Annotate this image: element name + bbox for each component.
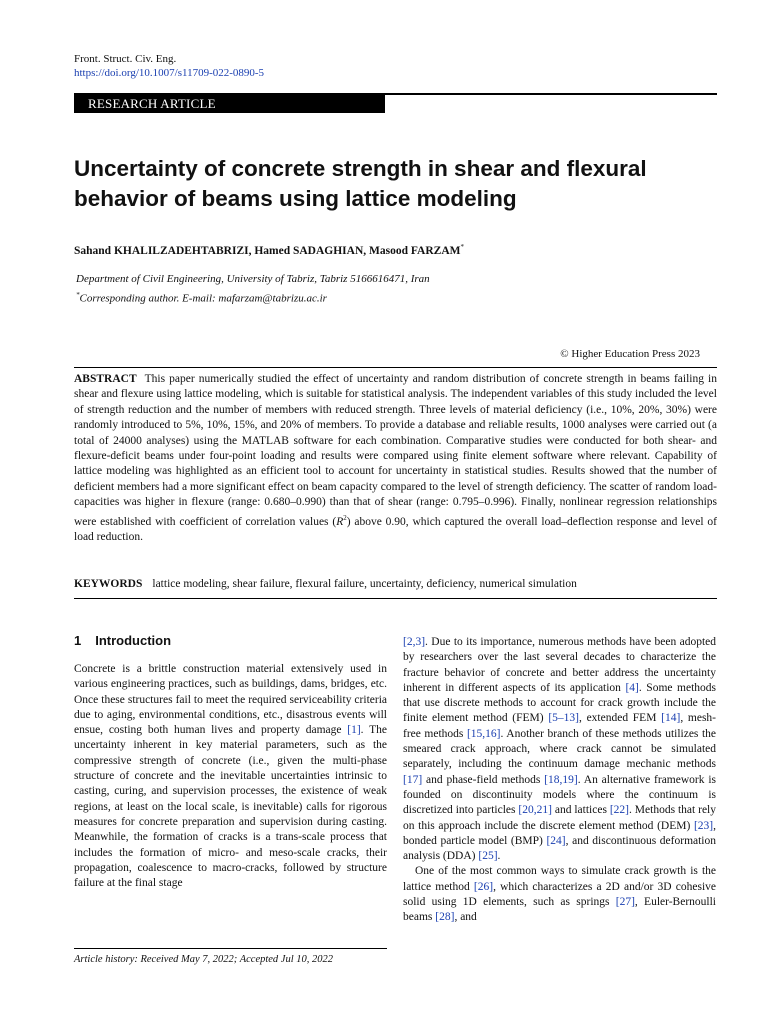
article-history: Article history: Received May 7, 2022; Accepted Jul 10, 2022 bbox=[74, 954, 334, 965]
body-text: . The uncertainty inherent in key material parameters, such as the compressive strength of concrete (i.e., given the multi-phase structure of concrete and the inevitable uncertainties intrinsic to casting, curing, and supervision processes, the existence of weak regions, at least on the local scale, is inevitable) calls for rigorous measures for concrete preparation and supervision during casting. Meanwhile, the formation of cracks is a trans-scale process that includes the formation of micro- and meso-scale cracks, their propagation, coalescence to macro-cracks, followed by structure failure at the final stage bbox=[74, 724, 387, 890]
body-text: . Another branch of these methods utilizes the smeared crack approach, where crack cannot be simulated separately, including the continuum damage mechanic methods bbox=[403, 727, 717, 771]
body-text: , Euler-Bernoulli beams bbox=[403, 896, 716, 924]
section-heading bbox=[74, 632, 387, 650]
body-text: , which characterizes a 2D and/or 3D cohesive solid using 1D elements, such as springs bbox=[403, 880, 716, 909]
body-text: , and discontinuous deformation analysis (DDA) bbox=[403, 834, 717, 863]
copyright-notice: © Higher Education Press 2023 bbox=[560, 348, 700, 360]
body-text: , bonded particle model (BMP) bbox=[403, 819, 716, 847]
section-number: 1 bbox=[74, 633, 82, 648]
body-text: . bbox=[497, 850, 501, 863]
journal-name: Front. Struct. Civ. Eng. bbox=[74, 53, 177, 65]
citation-link[interactable]: [17] bbox=[403, 773, 423, 786]
citation-link[interactable]: [26] bbox=[473, 880, 494, 893]
body-text: . Some methods that use discrete methods to account for crack growth include the finite element method (FEM) bbox=[403, 681, 716, 725]
keywords-text: lattice modeling, shear failure, flexural failure, uncertainty, deficiency, numerical simulation bbox=[152, 578, 577, 590]
abstract-text-2: ) above 0.90, which captured the overall load–deflection response and level of load reduction. bbox=[74, 515, 717, 543]
abstract-label: ABSTRACT bbox=[74, 373, 137, 385]
doi-link[interactable]: https://doi.org/10.1007/s11709-022-0890-5 bbox=[74, 67, 265, 79]
section-title: Introduction bbox=[95, 633, 172, 648]
abstract-text-1: This paper numerically studied the effect of uncertainty and random distribution of concrete strength in beams failing in shear and flexure using lattice modeling, which is suitable for statistical analysis. The independent variables of this study included the level of strength reduction and the number of members with reduced strength. Three levels of material deficiency (i.e., 10%, 20%, 30%) were randomly introduced to 5%, 10%, 15%, and 20% of members. To provide a database and reliable results, 1000 analyses were carried out (a total of 24000 analyses) using the MATLAB software for each combination. Comparative studies were conducted for both shear- and flexure-deficit beams under four-point loading and results were compared using finite element software where relevant. Capability of lattice modeling was highlighted as an efficient tool to account for uncertainty in statistical studies. Results showed that the number of deficient members had a more significant effect on beam capacity compared to the level of strength deficiency. The scatter of random load-capacities was higher in flexure (range: 0.680–0.990) than that of shear (range: 0.795–0.996). Finally, nonlinear regression relationships were established with coefficient of correlation values ( bbox=[74, 373, 717, 528]
citation-link[interactable]: [25] bbox=[478, 850, 498, 863]
body-text: , and bbox=[454, 911, 477, 924]
citation-link[interactable]: [28] bbox=[435, 911, 455, 924]
abstract bbox=[74, 372, 717, 545]
citation-link[interactable]: [15,16] bbox=[466, 727, 501, 740]
left-column bbox=[74, 632, 387, 891]
keywords-bottom-rule bbox=[74, 598, 717, 599]
citation-link[interactable]: [18,19] bbox=[544, 773, 578, 786]
history-rule bbox=[74, 948, 387, 949]
body-text: and lattices bbox=[551, 804, 610, 817]
citation-link[interactable]: [14] bbox=[661, 712, 681, 725]
right-column bbox=[403, 635, 716, 926]
citation-link[interactable]: [20,21] bbox=[518, 804, 552, 817]
body-text: . An alternative framework is founded on discontinuity models where the continuum is discretized into particles bbox=[403, 773, 716, 817]
citation-link[interactable]: [2,3] bbox=[403, 636, 426, 648]
citation-link[interactable]: [22] bbox=[609, 804, 630, 817]
affiliation: Department of Civil Engineering, University of Tabriz, Tabriz 5166616471, Iran bbox=[76, 273, 430, 285]
author-list bbox=[74, 243, 464, 257]
paper-title: Uncertainty of concrete strength in shear and flexural behavior of beams using lattice modeling bbox=[74, 156, 647, 211]
intro-paragraph-1 bbox=[74, 662, 387, 891]
citation-link[interactable]: [23] bbox=[693, 819, 714, 832]
citation-link[interactable]: [1] bbox=[347, 724, 361, 737]
affiliation-block bbox=[76, 271, 430, 307]
r-exponent: 2 bbox=[343, 513, 347, 522]
keywords bbox=[74, 578, 717, 590]
citation-link[interactable]: [5–13] bbox=[548, 712, 579, 725]
intro-paragraph-3 bbox=[403, 864, 716, 925]
body-text: . Due to its importance, numerous methods have been adopted by researchers over the last several decades to characterize the fracture behavior of concrete and better address the uncertainty inherent in different aspects of its application bbox=[403, 636, 716, 694]
keywords-label: KEYWORDS bbox=[74, 578, 143, 590]
body-text: and phase-field methods bbox=[422, 773, 545, 786]
body-text: . Methods that rely on this approach include the discrete element method (DEM) bbox=[403, 804, 716, 832]
body-text: Concrete is a brittle construction material extensively used in various engineering practices, such as buildings, dams, bridges, etc. Once these structures fail to meet the required serviceability criteria due to aging, environmental conditions, etc., disastrous events will ensue, costing both human lives and property damage bbox=[74, 663, 387, 737]
intro-paragraph-2 bbox=[403, 635, 716, 864]
corresponding-text: Corresponding author. E-mail: mafarzam@tabrizu.ac.ir bbox=[79, 292, 327, 305]
body-text: , extended FEM bbox=[578, 712, 662, 725]
author-names: Sahand KHALILZADEHTABRIZI, Hamed SADAGHIAN, Masood FARZAM bbox=[74, 244, 461, 257]
citation-link[interactable]: [24] bbox=[546, 834, 566, 847]
abstract-top-rule bbox=[74, 367, 717, 368]
r-symbol: R bbox=[336, 515, 344, 528]
corresponding-author-mark: * bbox=[460, 243, 464, 251]
citation-link[interactable]: [27] bbox=[615, 896, 635, 909]
corresponding-author bbox=[76, 287, 430, 307]
body-text: , mesh-free methods bbox=[403, 712, 717, 740]
article-type-banner: RESEARCH ARTICLE bbox=[74, 94, 385, 113]
corresponding-mark: * bbox=[76, 291, 80, 299]
body-text: One of the most common ways to simulate crack growth is the lattice method bbox=[403, 865, 716, 893]
citation-link[interactable]: [4] bbox=[625, 681, 639, 694]
